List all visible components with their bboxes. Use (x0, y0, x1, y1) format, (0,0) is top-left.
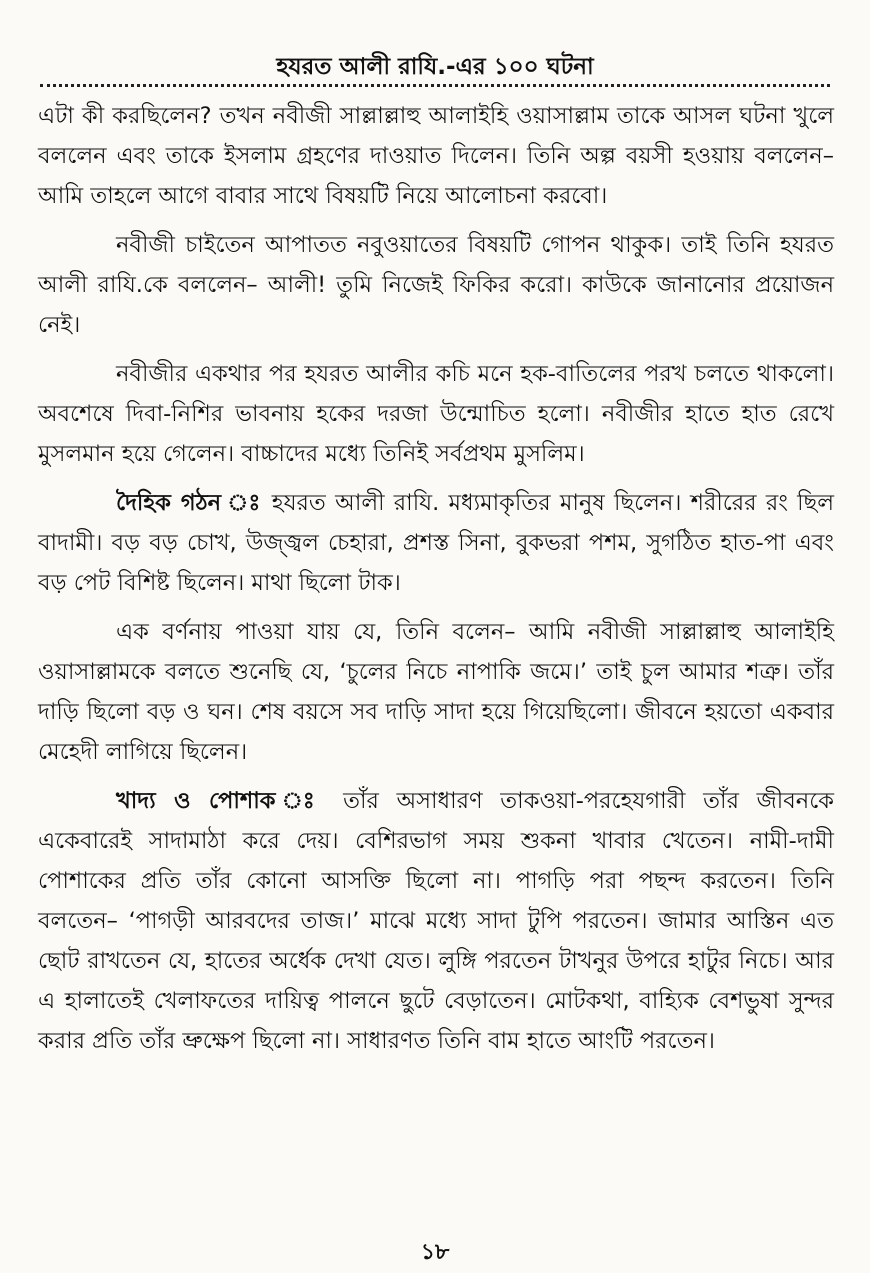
body-text (38, 96, 834, 1070)
paragraph: এটা কী করছিলেন? তখন নবীজী সাল্লাল্লাহু আলাইহি ওয়াসাল্লাম তাকে আসল ঘটনা খুলে বললেন এবং তাকে ইসলাম গ্রহণের দাওয়াত দিলেন। তিনি অল্প বয়সী হওয়ায় বললেন– আমি তাহলে আগে বাবার সাথে বিষয়টি নিয়ে আলোচনা করবো। (38, 103, 834, 209)
paragraph: এক বর্ণনায় পাওয়া যায় যে, তিনি বলেন– আমি নবীজী সাল্লাল্লাহু আলাইহি ওয়াসাল্লামকে বলতে শুনেছি যে, ‘চুলের নিচে নাপাকি জমে।’ তাই চুল আমার শত্রু। তাঁর দাড়ি ছিলো বড় ও ঘন। শেষ বয়সে সব দাড়ি সাদা হয়ে গিয়েছিলো। জীবনে হয়তো একবার মেহেদী লাগিয়ে ছিলেন। (38, 619, 834, 765)
paragraph-text: তাঁর অসাধারণ তাকওয়া-পরহেযগারী তাঁর জীবনকে একেবারেই সাদামাঠা করে দেয়। বেশিরভাগ সময় শুকনা খাবার খেতেন। নামী-দামী পোশাকের প্রতি তাঁর কোনো আসক্তি ছিলো না। পাগড়ি পরা পছন্দ করতেন। তিনি বলতেন– ‘পাগড়ী আরবদের তাজ।’ মাঝে মধ্যে সাদা টুপি পরতেন। জামার আস্তিন এত ছোট রাখতেন যে, হাতের অর্ধেক দেখা যেত। লুঙ্গি পরতেন টাখনুর উপরে হাটুর নিচে। আর এ হালাতেই খেলাফতের দায়িত্ব পালনে ছুটে বেড়াতেন। মোটকথা, বাহ্যিক বেশভুষা সুন্দর করার প্রতি তাঁর ভ্রুক্ষেপ ছিলো না। সাধারণত তিনি বাম হাতে আংটি পরতেন। (38, 788, 834, 1054)
section-lead-heading: দৈহিক গঠন ঃ (116, 490, 263, 516)
header-dotted-rule (40, 84, 830, 87)
paragraph-text: হযরত আলী রাযি. মধ্যমাকৃতির মানুষ ছিলেন। শরীরের রং ছিল বাদামী। বড় বড় চোখ, উজ্জ্বল চেহারা, প্রশস্ত সিনা, বুকভরা পশম, সুগঠিত হাত-পা এবং বড় পেট বিশিষ্ট ছিলেন। মাথা ছিলো টাক। (38, 490, 835, 596)
section-lead-heading: খাদ্য ও পোশাক ঃ (116, 788, 326, 814)
page-number: ১৮ (420, 1240, 450, 1265)
paragraph-physical-description (38, 483, 834, 603)
paragraph: নবীজী চাইতেন আপাতত নবুওয়াতের বিষয়টি গোপন থাকুক। তাই তিনি হযরত আলী রাযি.কে বললেন– আলী! তুমি নিজেই ফিকির করো। কাউকে জানানোর প্রয়োজন নেই। (38, 232, 834, 338)
paragraph: নবীজীর একথার পর হযরত আলীর কচি মনে হক-বাতিলের পরখ চলতে থাকলো। অবশেষে দিবা-নিশির ভাবনায় হকের দরজা উন্মোচিত হলো। নবীজীর হাতে হাত রেখে মুসলমান হয়ে গেলেন। বাচ্চাদের মধ্যে তিনিই সর্বপ্রথম মুসলিম। (38, 361, 834, 467)
paragraph-food-and-clothing (38, 781, 834, 1061)
running-title: হযরত আলী রাযি.-এর ১০০ ঘটনা (276, 54, 594, 80)
